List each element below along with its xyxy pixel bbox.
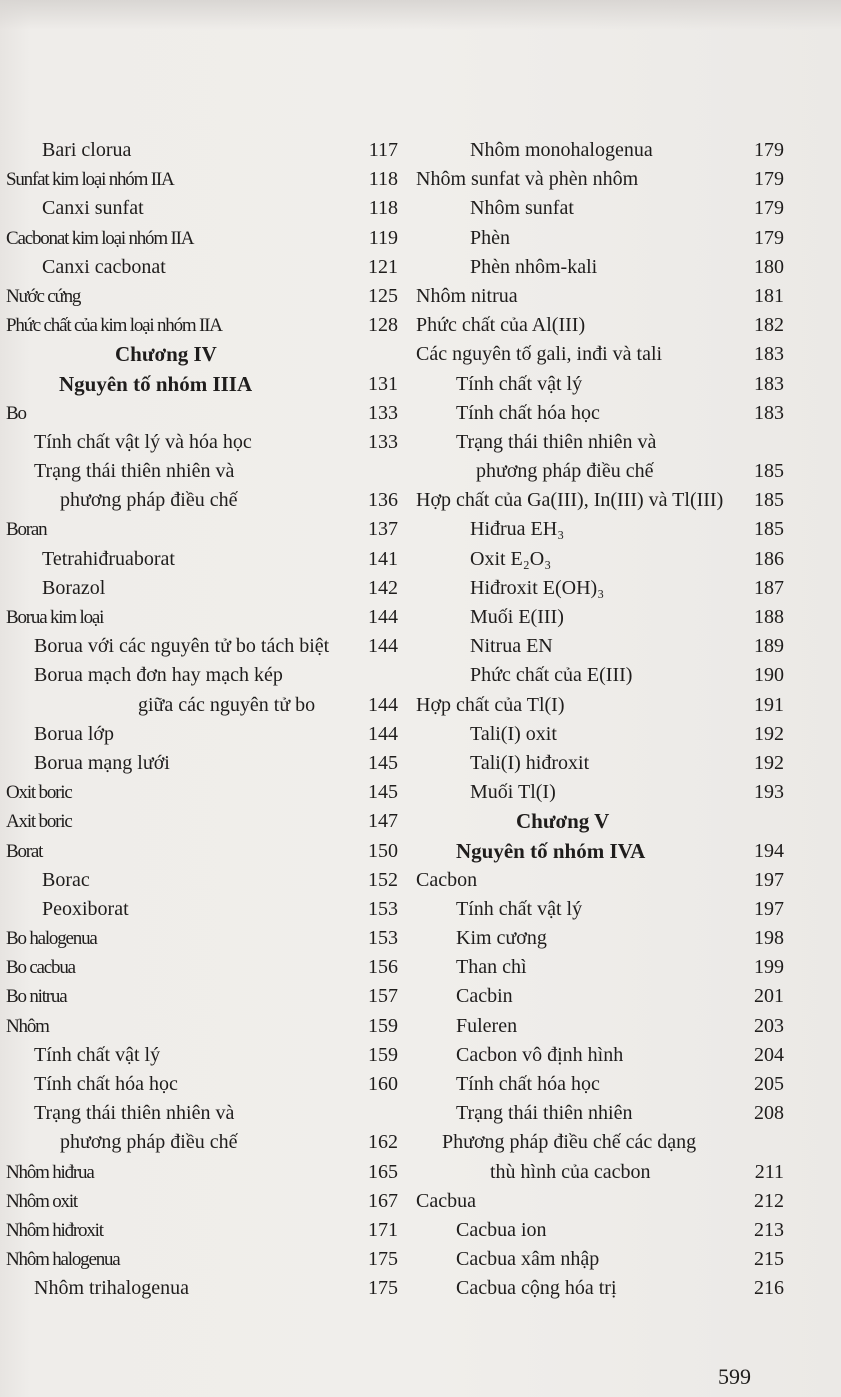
toc-entry-title: Than chì — [456, 956, 527, 979]
toc-entry-page: 183 — [754, 372, 784, 395]
toc-entry-page: 131 — [368, 372, 398, 395]
toc-entry — [0, 545, 400, 574]
toc-entry — [404, 982, 794, 1011]
toc-entry-title: Sunfat kim loại nhóm IIA — [6, 169, 174, 191]
toc-entry-page: 144 — [368, 722, 398, 745]
toc-entry-title: Bo cacbua — [6, 957, 75, 979]
toc-entry — [404, 428, 794, 457]
toc-entry — [0, 807, 400, 836]
toc-entry — [404, 953, 794, 982]
toc-entry — [404, 486, 794, 515]
toc-entry-title: Nước cứng — [6, 285, 81, 307]
toc-entry-title: Axit boric — [6, 811, 72, 833]
toc-entry-page: 211 — [754, 1160, 784, 1183]
toc-entry-page: 208 — [754, 1102, 784, 1125]
toc-entry-page: 156 — [368, 956, 398, 979]
toc-entry-title: Borua mạng lưới — [34, 751, 170, 774]
toc-entry-page: 192 — [754, 722, 784, 745]
toc-entry-page: 144 — [368, 635, 398, 658]
toc-entry-page: 167 — [368, 1189, 398, 1212]
toc-entry-page: 186 — [754, 547, 784, 570]
toc-entry-title: Tetrahiđruaborat — [42, 547, 175, 570]
toc-entry-page: 125 — [368, 284, 398, 307]
toc-entry-title: Trạng thái thiên nhiên — [456, 1102, 633, 1125]
toc-entry-page: 179 — [754, 197, 784, 220]
toc-entry — [404, 1099, 794, 1128]
toc-entry — [0, 574, 400, 603]
toc-entry-title: Hợp chất của Ga(III), In(III) và Tl(III) — [416, 489, 724, 512]
chapter-heading: Nguyên tố nhóm IIIA — [59, 371, 253, 396]
toc-entry-title: phương pháp điều chế — [60, 489, 238, 512]
toc-entry — [404, 545, 794, 574]
toc-entry-title: Trạng thái thiên nhiên và — [34, 1102, 235, 1125]
toc-entry — [0, 311, 400, 340]
toc-entry — [0, 1041, 400, 1070]
toc-entry — [404, 574, 794, 603]
toc-entry-title: Trạng thái thiên nhiên và — [456, 430, 657, 453]
toc-entry — [0, 1216, 400, 1245]
toc-entry-title: phương pháp điều chế — [476, 460, 654, 483]
toc-entry-page: 179 — [754, 226, 784, 249]
toc-entry-page: 213 — [754, 1218, 784, 1241]
toc-entry — [404, 603, 794, 632]
toc-entry-page: 179 — [754, 168, 784, 191]
toc-entry-title: Nhôm sunfat và phèn nhôm — [416, 168, 639, 191]
toc-entry — [0, 253, 400, 282]
toc-entry-page: 145 — [368, 781, 398, 804]
toc-entry — [404, 924, 794, 953]
toc-entry-title: Nhôm sunfat — [470, 197, 574, 220]
toc-entry-page: 157 — [368, 985, 398, 1008]
toc-entry-title: Nhôm — [6, 1015, 49, 1037]
toc-entry — [0, 982, 400, 1011]
toc-entry-page: 165 — [368, 1160, 398, 1183]
toc-entry-title: Tali(I) oxit — [470, 722, 557, 745]
toc-entry-page: 181 — [754, 284, 784, 307]
toc-entry-title: Borua mạch đơn hay mạch kép — [34, 664, 283, 687]
toc-entry-title: Hợp chất của Tl(I) — [416, 693, 565, 716]
page-edge-shadow — [0, 0, 841, 30]
toc-entry-title: Borazol — [42, 576, 106, 599]
toc-entry — [0, 165, 400, 194]
toc-entry-page: 133 — [368, 430, 398, 453]
toc-entry — [0, 1158, 400, 1187]
toc-entry — [0, 370, 400, 399]
toc-entry — [404, 165, 794, 194]
toc-entry — [0, 486, 400, 515]
toc-entry-page: 190 — [754, 664, 784, 687]
toc-entry — [404, 370, 794, 399]
toc-entry-title: Borua kim loại — [6, 607, 104, 628]
toc-entry — [0, 194, 400, 223]
toc-entry-title: Oxit boric — [6, 782, 72, 804]
toc-entry-title: Muối Tl(I) — [470, 781, 556, 804]
toc-entry-page: 182 — [754, 314, 784, 337]
toc-entry-page: 187 — [754, 576, 784, 599]
toc-entry-title: Kim cương — [456, 927, 547, 950]
toc-entry-page: 142 — [368, 576, 398, 599]
toc-entry-page: 215 — [754, 1248, 784, 1271]
toc-entry-title: Tali(I) hiđroxit — [470, 751, 590, 774]
toc-entry-title: Muối E(III) — [470, 606, 564, 628]
toc-entry-title: Phức chất của Al(III) — [416, 314, 586, 337]
toc-entry — [0, 837, 400, 866]
toc-entry-page: 119 — [368, 226, 398, 249]
toc-entry — [404, 720, 794, 749]
toc-entry-page: 185 — [754, 489, 784, 512]
toc-entry-page: 144 — [368, 606, 398, 628]
toc-entry-title: Phèn — [470, 226, 510, 249]
toc-entry-page: 118 — [368, 197, 398, 220]
toc-entry — [0, 399, 400, 428]
toc-entry-page: 212 — [754, 1189, 784, 1212]
toc-entry — [0, 515, 400, 544]
toc-column-left — [0, 136, 400, 1304]
toc-entry — [404, 194, 794, 223]
toc-entry-title: Cacbua ion — [456, 1218, 547, 1241]
toc-entry-title: Tính chất vật lý — [34, 1043, 161, 1066]
toc-entry-page: 152 — [368, 868, 398, 891]
toc-entry-title: Nhôm nitrua — [416, 284, 518, 307]
toc-entry — [404, 749, 794, 778]
toc-entry-title: Boran — [6, 519, 47, 541]
toc-entry — [404, 661, 794, 690]
toc-entry — [0, 1245, 400, 1274]
toc-entry-page: 121 — [368, 255, 398, 278]
toc-entry — [404, 1187, 794, 1216]
toc-entry-title: Oxit E₂O₃ — [470, 547, 552, 570]
toc-entry-title: Cacbon — [416, 868, 478, 891]
toc-entry-page: 204 — [754, 1043, 784, 1066]
toc-entry-page: 188 — [754, 606, 784, 628]
toc-entry — [404, 253, 794, 282]
toc-entry — [404, 515, 794, 544]
toc-entry-title: Tính chất vật lý và hóa học — [34, 430, 252, 453]
toc-entry-title: Bari clorua — [42, 139, 132, 161]
toc-entry-title: Nitrua EN — [470, 635, 553, 658]
toc-entry-page: 183 — [754, 343, 784, 366]
toc-entry-title: Tính chất vật lý — [456, 372, 583, 395]
toc-entry — [404, 1216, 794, 1245]
toc-entry-page: 144 — [368, 693, 398, 716]
toc-entry-title: Cacbon vô định hình — [456, 1043, 624, 1066]
toc-entry-page: 153 — [368, 897, 398, 920]
toc-entry — [0, 1012, 400, 1041]
toc-entry-page: 171 — [368, 1218, 398, 1241]
toc-entry — [404, 311, 794, 340]
toc-entry-page: 192 — [754, 751, 784, 774]
toc-entry-page: 197 — [754, 897, 784, 920]
toc-entry — [404, 691, 794, 720]
toc-entry-page: 145 — [368, 751, 398, 774]
chapter-heading: Chương V — [516, 809, 610, 834]
toc-entry — [0, 282, 400, 311]
toc-entry-page: 193 — [754, 781, 784, 804]
toc-entry-title: Borua lớp — [34, 722, 115, 745]
toc-entry-title: Borua với các nguyên tử bo tách biệt — [34, 635, 330, 658]
toc-entry-title: Nhôm oxit — [6, 1190, 78, 1212]
toc-entry — [404, 1041, 794, 1070]
toc-entry — [0, 340, 400, 369]
toc-entry — [404, 1274, 794, 1303]
toc-entry-title: Borac — [42, 868, 90, 891]
toc-entry-title: Cacbua xâm nhập — [456, 1248, 600, 1271]
toc-column-right — [404, 136, 794, 1304]
toc-entry — [404, 1128, 794, 1157]
toc-entry-page: 118 — [368, 168, 398, 191]
toc-entry-title: Nhôm monohalogenua — [470, 139, 653, 161]
toc-entry-title: Cacbua — [416, 1189, 476, 1212]
toc-entry-title: Hiđroxit E(OH)₃ — [470, 576, 605, 599]
chapter-heading: Nguyên tố nhóm IVA — [456, 838, 646, 863]
toc-entry — [0, 778, 400, 807]
toc-entry — [0, 632, 400, 661]
toc-entry-title: Peoxiborat — [42, 897, 129, 920]
toc-entry-page: 175 — [368, 1277, 398, 1300]
toc-entry-title: Cacbua cộng hóa trị — [456, 1277, 617, 1300]
toc-entry-page: 185 — [754, 518, 784, 541]
toc-entry-page: 137 — [368, 518, 398, 541]
toc-entry-title: Phức chất của kim loại nhóm IIA — [6, 315, 222, 337]
toc-entry — [404, 866, 794, 895]
toc-entry — [404, 1070, 794, 1099]
toc-entry — [0, 428, 400, 457]
toc-entry-title: giữa các nguyên tử bo — [138, 693, 316, 716]
toc-entry-title: Nhôm hiđroxit — [6, 1219, 103, 1241]
toc-entry-title: Trạng thái thiên nhiên và — [34, 460, 235, 483]
toc-entry-title: Tính chất hóa học — [34, 1073, 178, 1095]
toc-entry-page: 117 — [368, 139, 398, 161]
toc-entry — [0, 720, 400, 749]
toc-entry-page: 216 — [754, 1277, 784, 1300]
toc-entry — [404, 224, 794, 253]
toc-entry-page: 185 — [754, 460, 784, 483]
toc-entry — [404, 457, 794, 486]
toc-entry — [0, 224, 400, 253]
toc-entry — [404, 895, 794, 924]
toc-entry-title: Hiđrua EH₃ — [470, 518, 565, 541]
toc-entry — [0, 661, 400, 690]
toc-entry — [0, 1099, 400, 1128]
toc-entry-title: phương pháp điều chế — [60, 1131, 238, 1154]
toc-entry-title: Bo nitrua — [6, 986, 67, 1008]
toc-entry — [0, 1070, 400, 1099]
toc-entry — [404, 1158, 794, 1187]
toc-entry-title: Borat — [6, 840, 43, 862]
toc-entry — [404, 340, 794, 369]
toc-entry — [0, 1187, 400, 1216]
toc-entry-title: Tính chất vật lý — [456, 897, 583, 920]
toc-entry-page: 205 — [754, 1073, 784, 1095]
toc-entry-title: Nhôm trihalogenua — [34, 1277, 189, 1300]
toc-entry — [0, 953, 400, 982]
toc-entry-title: thù hình của cacbon — [490, 1160, 651, 1183]
toc-entry-page: 160 — [368, 1073, 398, 1095]
toc-entry-page: 191 — [754, 693, 784, 716]
toc-entry — [404, 1012, 794, 1041]
toc-entry-page: 162 — [368, 1131, 398, 1154]
toc-entry — [0, 603, 400, 632]
toc-entry — [0, 1128, 400, 1157]
toc-entry — [404, 282, 794, 311]
toc-entry-title: Fuleren — [456, 1014, 518, 1037]
toc-entry-page: 147 — [368, 810, 398, 833]
toc-entry-title: Nhôm halogenua — [6, 1249, 120, 1271]
chapter-heading: Chương IV — [115, 342, 217, 367]
toc-entry-page: 150 — [368, 839, 398, 862]
toc-entry-title: Tính chất hóa học — [456, 1073, 600, 1095]
toc-entry-page: 175 — [368, 1248, 398, 1271]
toc-entry-title: Nhôm hiđrua — [6, 1161, 94, 1183]
toc-entry-page: 159 — [368, 1014, 398, 1037]
toc-entry-title: Bo — [6, 402, 26, 424]
toc-entry-title: Các nguyên tố gali, inđi và tali — [416, 343, 663, 366]
toc-entry-page: 189 — [754, 635, 784, 658]
toc-entry-page: 201 — [754, 985, 784, 1008]
toc-entry-page: 194 — [754, 839, 784, 862]
toc-entry — [404, 778, 794, 807]
toc-entry-title: Phức chất của E(III) — [470, 664, 633, 687]
toc-entry-page: 197 — [754, 868, 784, 891]
toc-entry — [404, 632, 794, 661]
toc-entry-page: 183 — [754, 401, 784, 424]
toc-entry-page: 128 — [368, 314, 398, 337]
toc-entry-title: Phương pháp điều chế các dạng — [442, 1131, 697, 1154]
toc-entry-title: Canxi cacbonat — [42, 255, 166, 278]
toc-entry — [404, 1245, 794, 1274]
toc-entry-page: 136 — [368, 489, 398, 512]
toc-entry — [0, 1274, 400, 1303]
toc-entry — [0, 749, 400, 778]
toc-entry-page: 159 — [368, 1043, 398, 1066]
toc-entry-title: Cacbonat kim loại nhóm IIA — [6, 227, 194, 249]
toc-entry-title: Canxi sunfat — [42, 197, 144, 220]
toc-entry-page: 133 — [368, 401, 398, 424]
toc-entry-title: Cacbin — [456, 985, 513, 1008]
toc-entry — [0, 136, 400, 165]
toc-entry — [404, 837, 794, 866]
toc-entry-title: Phèn nhôm-kali — [470, 255, 598, 278]
toc-entry — [404, 136, 794, 165]
toc-entry-page: 179 — [754, 139, 784, 161]
toc-entry — [0, 866, 400, 895]
toc-entry-page: 180 — [754, 255, 784, 278]
toc-entry-page: 198 — [754, 927, 784, 950]
toc-entry — [0, 457, 400, 486]
toc-entry-title: Tính chất hóa học — [456, 401, 600, 424]
toc-entry — [0, 924, 400, 953]
toc-entry-page: 141 — [368, 547, 398, 570]
toc-entry-title: Bo halogenua — [6, 928, 97, 950]
toc-entry-page: 203 — [754, 1014, 784, 1037]
toc-entry — [404, 807, 794, 836]
toc-entry — [0, 691, 400, 720]
toc-entry — [404, 399, 794, 428]
toc-entry-page: 199 — [754, 956, 784, 979]
toc-entry-page: 153 — [368, 927, 398, 950]
page-number: 599 — [718, 1364, 751, 1389]
toc-entry — [0, 895, 400, 924]
